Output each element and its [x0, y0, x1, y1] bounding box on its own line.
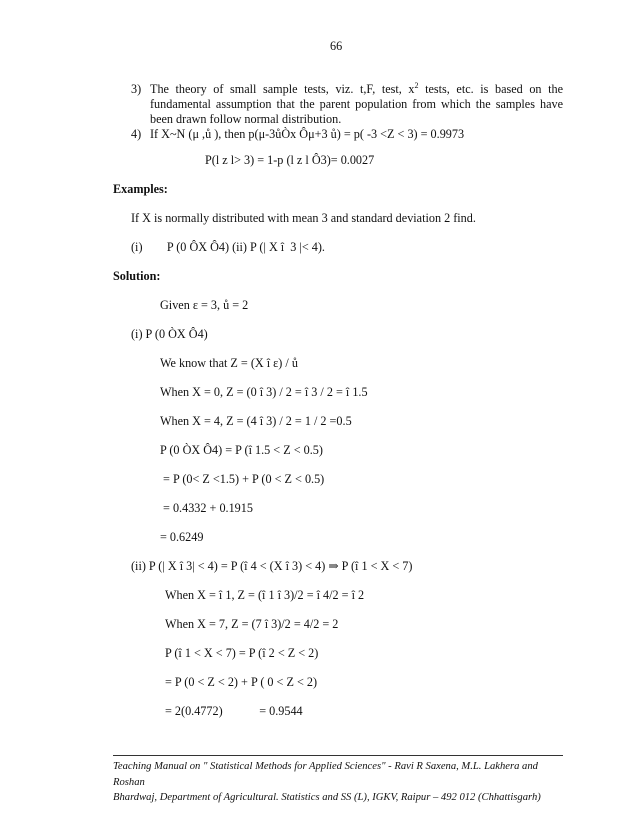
solution-step: When X = 7, Z = (7 î 3)/2 = 4/2 = 2 [165, 617, 339, 631]
note-3-text-b: tests, etc. is based on the [418, 82, 563, 96]
solution-step: = P (0< Z <1.5) + P (0 < Z < 0.5) [160, 472, 325, 486]
note-3-text-a: The theory of small sample tests, viz. t,F, test, x [150, 82, 415, 96]
solution-part-i-heading: (i) P (0 ÒX Ô4) [131, 327, 208, 341]
note-4-number: 4) [131, 127, 142, 141]
solution-given: Given ε = 3, ů = 2 [160, 298, 249, 312]
note-4-formula: P(l z l> 3) = 1-p (l z l Ô3)= 0.0027 [205, 153, 375, 167]
examples-heading: Examples: [113, 182, 168, 196]
page-number: 66 [330, 39, 343, 53]
footer [113, 759, 565, 806]
solution-step: = 0.4332 + 0.1915 [160, 501, 253, 515]
solution-part-ii-heading: (ii) P (| X î 3| < 4) = P (î 4 < (X î 3) < 4) ⇒ P (î 1 < X < 7) [131, 559, 413, 573]
example-parts: (i) P (0 ÔX Ô4) (ii) P (| X î 3 |< 4). [131, 240, 325, 254]
example-text: If X is normally distributed with mean 3 and standard deviation 2 find. [131, 211, 476, 225]
note-3-line-1 [150, 82, 563, 97]
solution-heading: Solution: [113, 269, 161, 283]
note-4-line-1: If X~N (μ ,ů ), then p(μ-3ůÒx Ôμ+3 ů) = p( -3 <Z < 3) = 0.9973 [150, 127, 465, 141]
note-3-line-3: been drawn follow normal distribution. [150, 112, 342, 126]
footer-line-1: Teaching Manual on " Statistical Methods for Applied Sciences" - Ravi R Saxena, M.L. Lakhera and Roshan [113, 761, 538, 788]
note-3-line-2: fundamental assumption that the parent population from which the samples have [150, 97, 563, 111]
solution-step: When X = 4, Z = (4 î 3) / 2 = 1 / 2 =0.5 [160, 414, 352, 428]
solution-result-i: = 0.6249 [160, 530, 204, 544]
solution-step: When X = 0, Z = (0 î 3) / 2 = î 3 / 2 = î 1.5 [160, 385, 368, 399]
note-3-superscript: 2 [414, 80, 419, 90]
solution-step: When X = î 1, Z = (î 1 î 3)/2 = î 4/2 = î 2 [165, 588, 365, 602]
solution-step: P (î 1 < X < 7) = P (î 2 < Z < 2) [165, 646, 319, 660]
solution-result-ii: = 2(0.4772) = 0.9544 [165, 704, 303, 718]
footer-line-2: Bhardwaj, Department of Agricultural. Statistics and SS (L), IGKV, Raipur – 492 012 (Chhattisgarh) [113, 792, 541, 803]
solution-step: = P (0 < Z < 2) + P ( 0 < Z < 2) [165, 675, 318, 689]
footer-divider [113, 755, 563, 756]
note-3-number: 3) [131, 82, 142, 96]
solution-z-definition: We know that Z = (X î ε) / ů [160, 356, 298, 370]
solution-step: P (0 ÒX Ô4) = P (î 1.5 < Z < 0.5) [160, 443, 323, 457]
